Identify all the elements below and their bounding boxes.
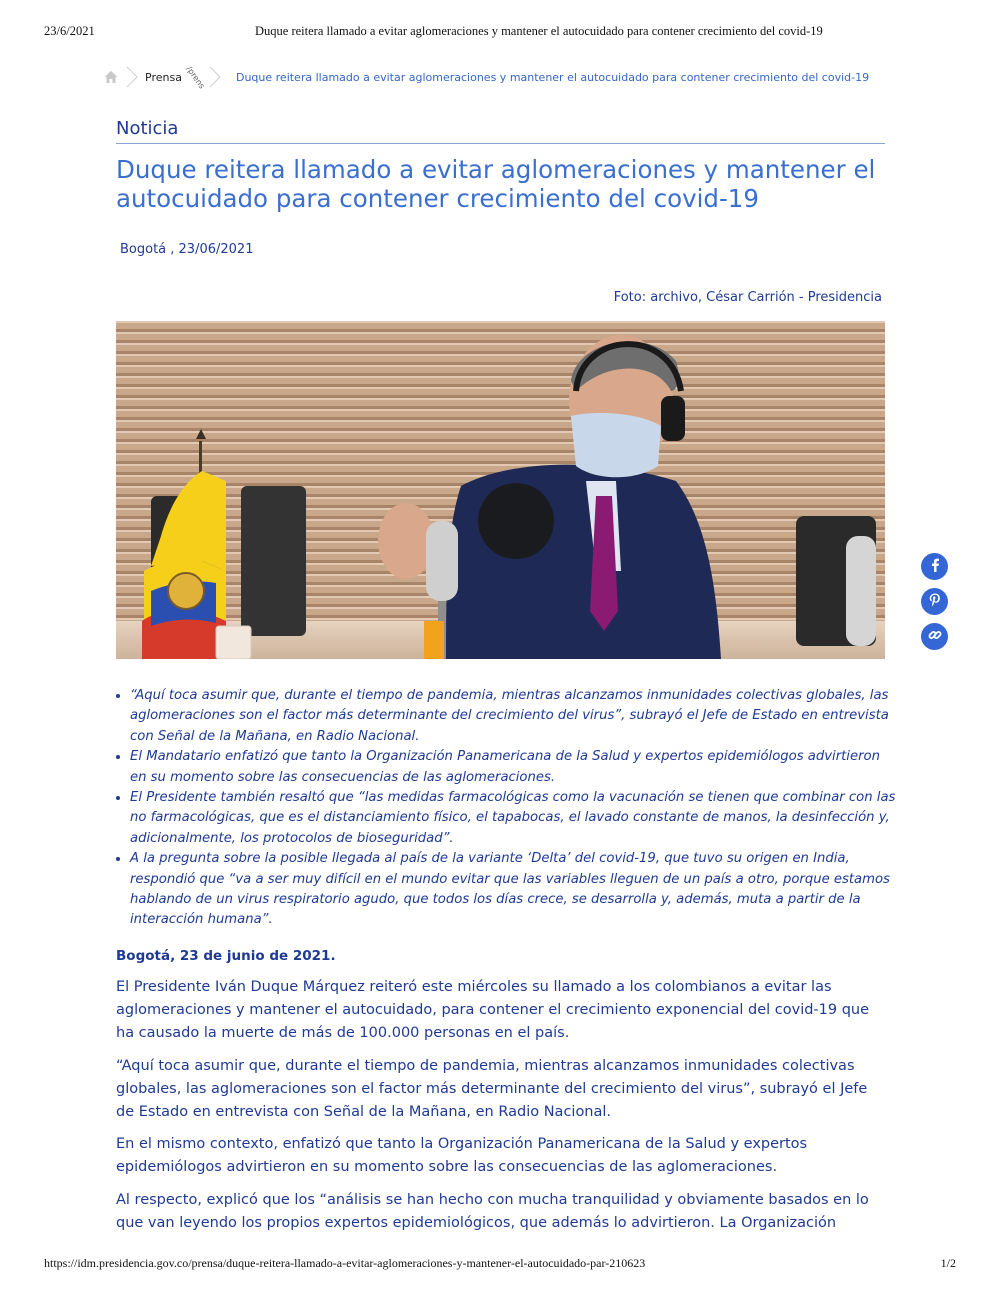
dateline: Bogotá , 23/06/2021 [120, 242, 254, 257]
breadcrumb [103, 64, 870, 90]
highlights-list [116, 686, 900, 931]
photo-credit: Foto: archivo, César Carrión - Presidencia [613, 290, 882, 305]
article-photo [116, 321, 885, 659]
highlight-item: • El Presidente también resaltó que “las medidas farmacológicas como la vacunación se tienen que combinar con las no farmacológicas, que es el distanciamiento físico, el tapabocas, el lavado constante de manos, la desinfección y, adicionalmente, los protocolos de bioseguridad”. [130, 788, 900, 849]
breadcrumb-separator-icon [125, 66, 139, 88]
highlight-item: • El Mandatario enfatizó que tanto la Organización Panamericana de la Salud y expertos epidemiólogos advirtieron en su momento sobre las consecuencias de las aglomeraciones. [130, 747, 900, 788]
copy-link-button[interactable] [921, 623, 948, 650]
facebook-icon [927, 557, 943, 577]
breadcrumb-prensa-rotated: /prens [184, 64, 207, 90]
print-page-number: 1/2 [940, 1256, 956, 1270]
section-divider [116, 143, 885, 144]
article-paragraph [116, 1133, 886, 1179]
article-lead: Bogotá, 23 de junio de 2021. [116, 948, 336, 964]
paragraph-text: El Presidente Iván Duque Márquez reiteró este miércoles su llamado a los colombianos a evitar las aglomeraciones y mantener el autocuidado, para contener el crecimiento exponencial del covid-19 que ha causado la muerte de más de 100.000 personas en el país. [116, 979, 870, 1041]
breadcrumb-current: Duque reitera llamado a evitar aglomeraciones y mantener el autocuidado para contener crecimiento del covid-19 [235, 70, 870, 84]
paragraph-text: “Aquí toca asumir que, durante el tiempo de pandemia, mientras alcanzamos inmunidades colectivas globales, las aglomeraciones son el factor más determinante del crecimiento del virus”, subrayó el Jefe de Estado en entrevista con Señal de la Mañana, en Radio Nacional. [116, 1058, 868, 1120]
paragraph-text: Al respecto, explicó que los “análisis se han hecho con mucha tranquilidad y obviamente basados en lo que van leyendo los propios expertos epidemiológicos, que además lo advirtieron. La Organización [116, 1192, 869, 1231]
highlight-item: • A la pregunta sobre la posible llegada al país de la variante ‘Delta’ del covid-19, que tuvo su origen en India, respondió que “va a ser muy difícil en el mundo evitar que las variables lleguen de un país a otro, porque estamos hablando de un virus respiratorio agudo, que todos los días crece, se desarrolla y, además, muta a partir de la interacción humana”. [130, 849, 900, 931]
article-paragraph [116, 1189, 886, 1235]
paragraph-text: En el mismo contexto, enfatizó que tanto la Organización Panamericana de la Salud y expertos epidemiólogos advirtieron en su momento sobre las consecuencias de las aglomeraciones. [116, 1136, 808, 1175]
pinterest-share-button[interactable] [921, 588, 948, 615]
article-paragraph [116, 976, 886, 1045]
breadcrumb-separator-icon [208, 66, 222, 88]
page-title: Duque reitera llamado a evitar aglomeraciones y mantener el autocuidado para contener crecimiento del covid-19 [116, 155, 876, 213]
facebook-share-button[interactable] [921, 553, 948, 580]
print-date: 23/6/2021 [44, 24, 95, 38]
print-url: https://idm.presidencia.gov.co/prensa/duque-reitera-llamado-a-evitar-aglomeraciones-y-mantener-el-autocuidado-par-210623 [44, 1256, 646, 1270]
print-title: Duque reitera llamado a evitar aglomeraciones y mantener el autocuidado para contener crecimiento del covid-19 [255, 24, 823, 38]
home-icon[interactable] [103, 69, 119, 85]
section-label: Noticia [116, 118, 179, 139]
highlight-item: • “Aquí toca asumir que, durante el tiempo de pandemia, mientras alcanzamos inmunidades colectivas globales, las aglomeraciones son el factor más determinante del crecimiento del virus”, subrayó el Jefe de Estado en entrevista con Señal de la Mañana, en Radio Nacional. [130, 686, 900, 747]
pinterest-icon [927, 592, 943, 612]
breadcrumb-item-prensa[interactable]: Prensa [145, 70, 182, 84]
article-paragraph [116, 1055, 886, 1124]
link-icon [927, 627, 943, 647]
